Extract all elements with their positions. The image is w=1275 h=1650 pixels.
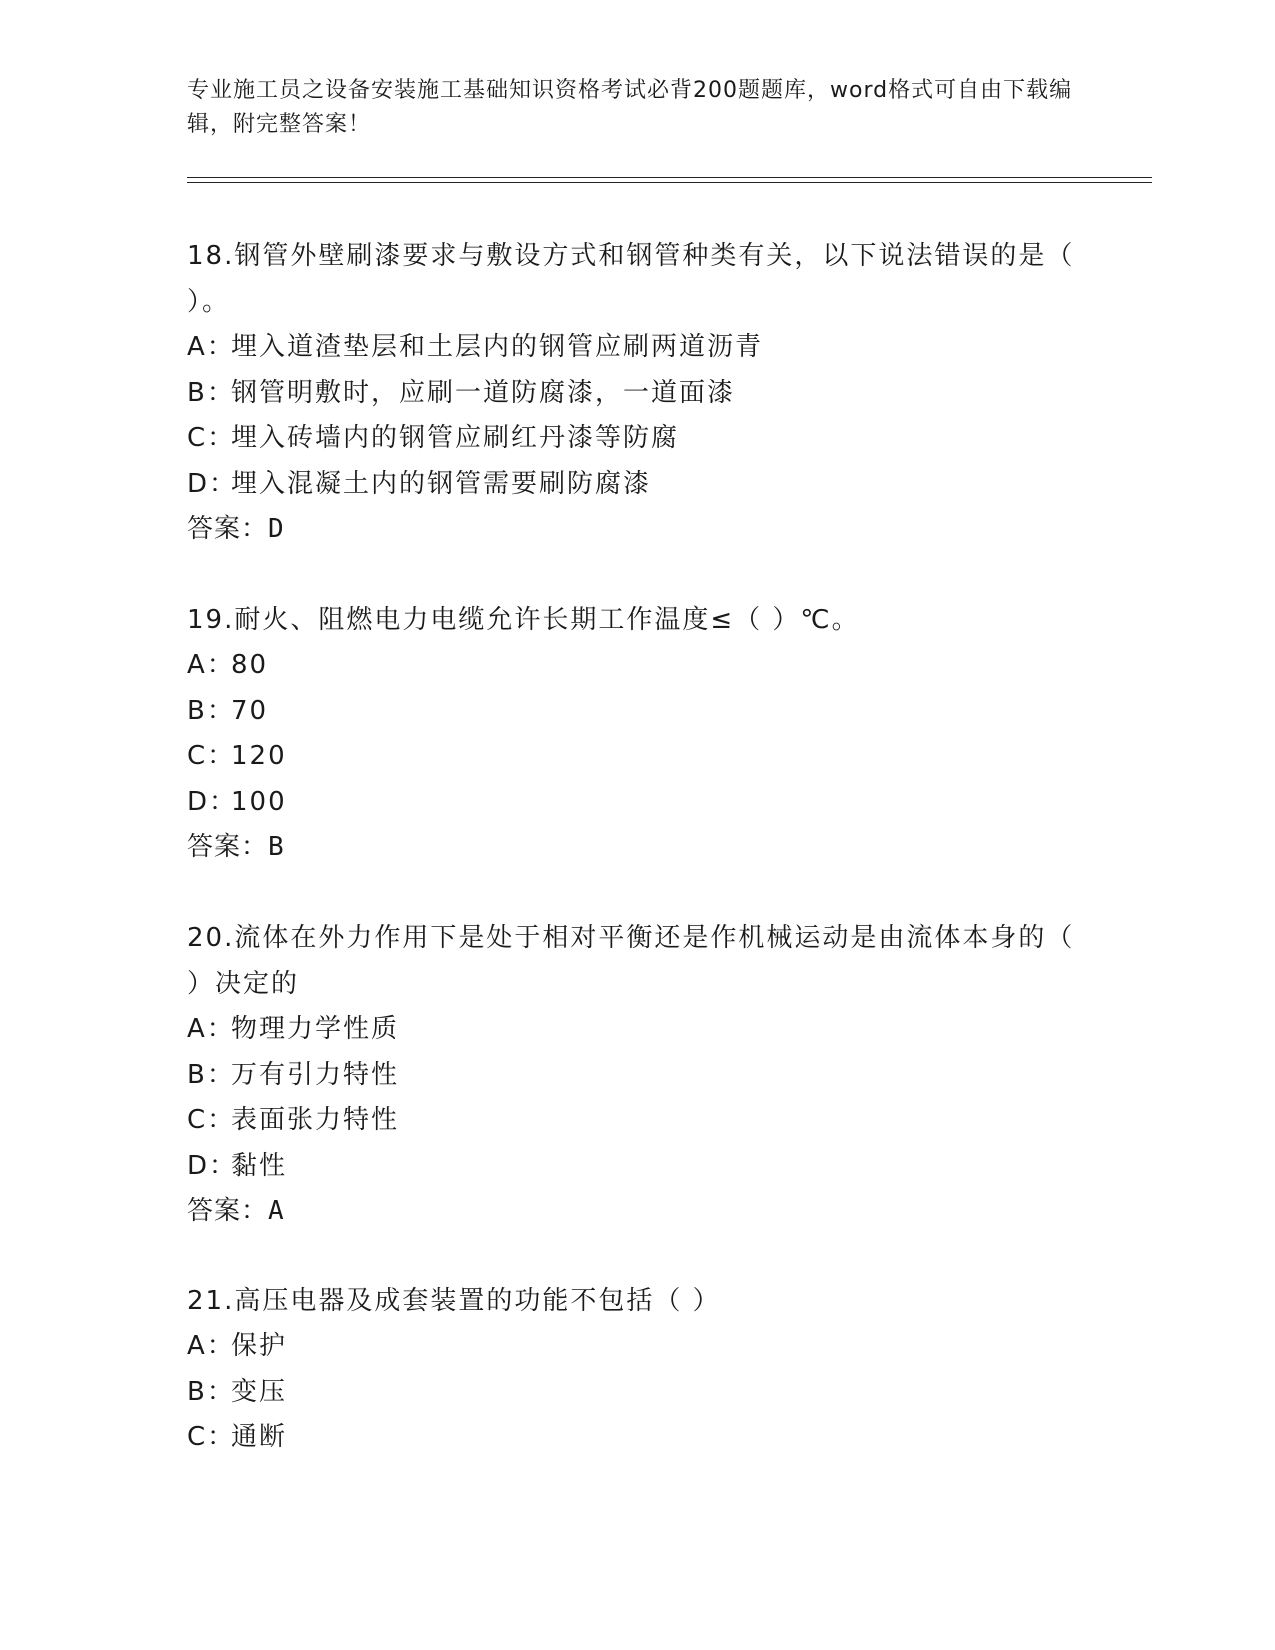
option-text: 通断 <box>231 1422 288 1453</box>
option-text: 100 <box>231 786 287 817</box>
option-label: B： <box>187 1376 235 1407</box>
option-b <box>187 371 1087 417</box>
document-header <box>187 74 1087 142</box>
option-label: D： <box>187 1150 238 1181</box>
option-d <box>187 780 1087 826</box>
option-text: 70 <box>231 695 269 726</box>
option-label: A： <box>187 650 235 680</box>
option-c <box>187 416 1087 462</box>
option-c <box>187 734 1087 780</box>
option-label: B： <box>187 377 235 408</box>
header-divider-top <box>187 177 1152 178</box>
option-d <box>187 462 1087 508</box>
answer-value: D <box>268 514 284 545</box>
option-text: 万有引力特性 <box>231 1059 400 1090</box>
option-label: D： <box>187 786 238 817</box>
option-b <box>187 1053 1087 1099</box>
option-text: 80 <box>231 650 269 680</box>
question-19 <box>187 597 1087 871</box>
option-label: C： <box>187 1105 236 1136</box>
option-text: 物理力学性质 <box>231 1014 400 1044</box>
option-label: B： <box>187 1059 235 1090</box>
option-label: C： <box>187 423 236 454</box>
option-text: 埋入道渣垫层和土层内的钢管应刷两道沥青 <box>231 332 764 362</box>
option-a <box>187 1324 1087 1370</box>
question-text: 19.耐火、阻燃电力电缆允许长期工作温度≤（ ）℃。 <box>187 605 860 635</box>
option-label: B： <box>187 695 235 726</box>
option-text: 钢管明敷时，应刷一道防腐漆，一道面漆 <box>231 377 736 408</box>
option-label: C： <box>187 1422 236 1453</box>
answer-label: 答案： <box>187 514 269 545</box>
option-label: A： <box>187 1014 235 1044</box>
document-title: 专业施工员之设备安装施工基础知识资格考试必背200题题库，word格式可自由下载编辑，附完整答案！ <box>187 78 1073 137</box>
answer-line <box>187 1189 1087 1235</box>
answer-line <box>187 825 1087 871</box>
question-21 <box>187 1278 1087 1461</box>
answer-label: 答案： <box>187 832 269 863</box>
option-c <box>187 1415 1087 1461</box>
option-b <box>187 1370 1087 1416</box>
answer-value: A <box>268 1196 284 1227</box>
question-text: 21.高压电器及成套装置的功能不包括（ ） <box>187 1286 721 1316</box>
option-label: D： <box>187 468 238 499</box>
option-a <box>187 325 1087 371</box>
answer-value: B <box>268 832 284 863</box>
option-b <box>187 689 1087 735</box>
option-text: 黏性 <box>231 1150 288 1181</box>
option-c <box>187 1098 1087 1144</box>
question-text: 18.钢管外壁刷漆要求与敷设方式和钢管种类有关，以下说法错误的是（ ）。 <box>187 241 1075 317</box>
option-text: 埋入砖墙内的钢管应刷红丹漆等防腐 <box>231 423 680 454</box>
option-a <box>187 643 1087 689</box>
option-a <box>187 1007 1087 1053</box>
option-label: C： <box>187 741 236 772</box>
option-d <box>187 1144 1087 1190</box>
option-text: 120 <box>231 741 287 772</box>
option-text: 变压 <box>231 1376 288 1407</box>
option-text: 埋入混凝土内的钢管需要刷防腐漆 <box>231 468 652 499</box>
question-text: 20.流体在外力作用下是处于相对平衡还是作机械运动是由流体本身的（ ）决定的 <box>187 923 1075 999</box>
question-18 <box>187 233 1087 553</box>
answer-label: 答案： <box>187 1196 269 1227</box>
header-divider-bottom <box>187 182 1152 183</box>
answer-line <box>187 507 1087 553</box>
option-text: 表面张力特性 <box>231 1105 400 1136</box>
option-label: A： <box>187 332 235 362</box>
option-label: A： <box>187 1331 235 1361</box>
option-text: 保护 <box>231 1331 288 1361</box>
question-20 <box>187 915 1087 1235</box>
